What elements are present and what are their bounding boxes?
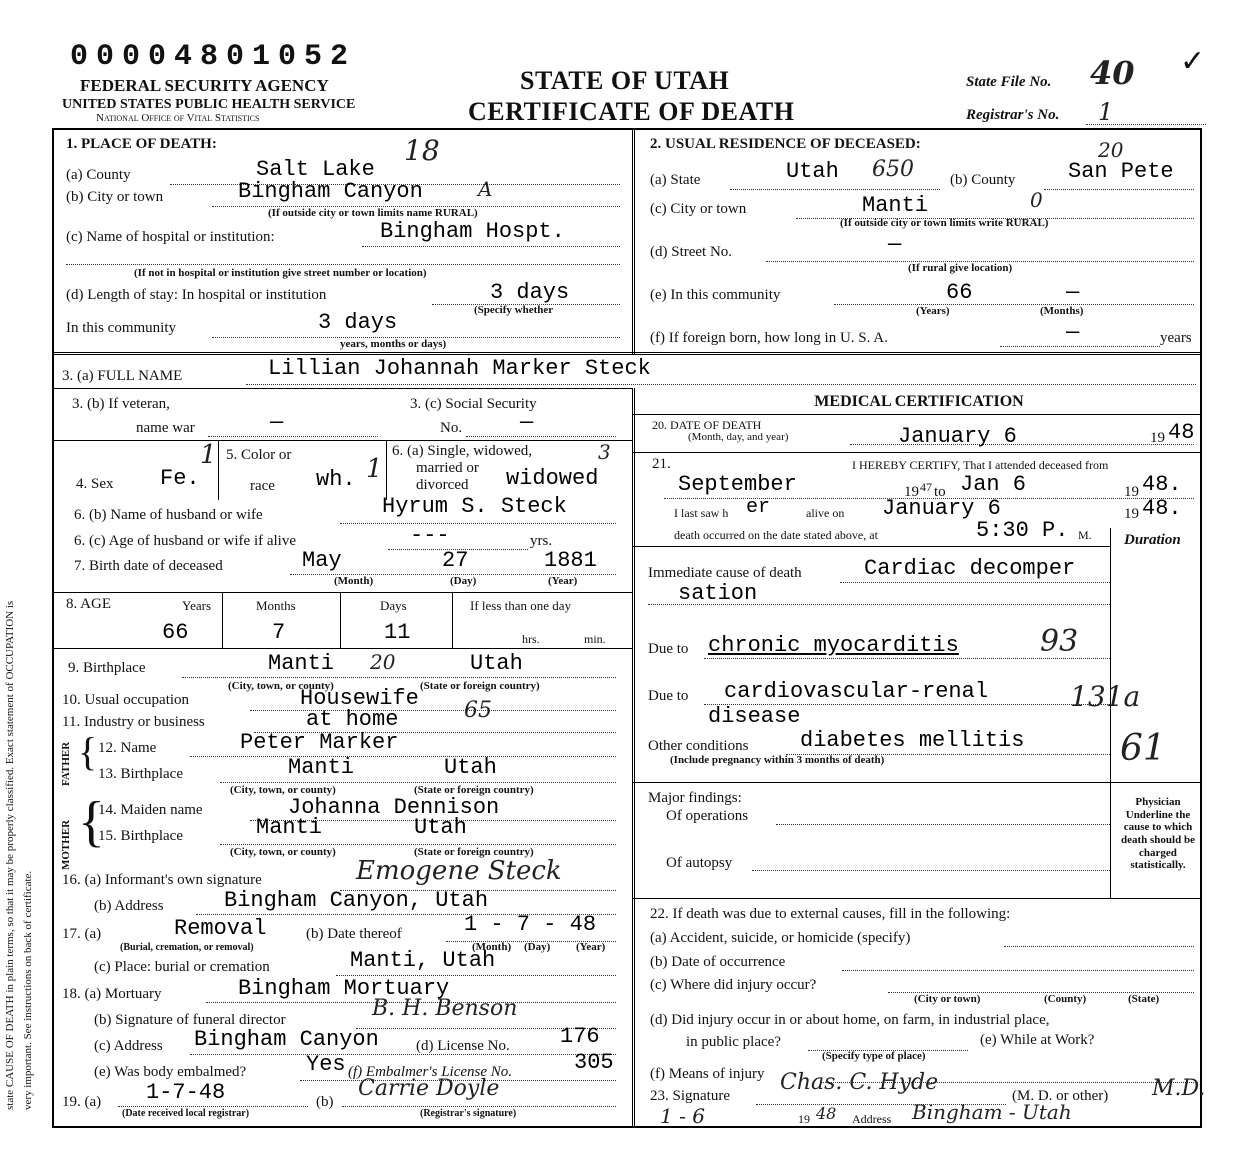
- signature-address-label: Address: [852, 1112, 892, 1126]
- signature-address-value: Bingham - Utah: [912, 1100, 1072, 1124]
- residence-county-label: (b) County: [950, 172, 1016, 188]
- due-to-2-value-2: disease: [708, 704, 801, 729]
- other-conditions-note: (Include pregnancy within 3 months of death): [670, 754, 885, 766]
- informant-address-value: Bingham Canyon, Utah: [224, 888, 489, 913]
- external-e-label: (e) While at Work?: [980, 1032, 1095, 1048]
- embalmer-value: 305: [574, 1050, 614, 1075]
- state-file-label: State File No.: [966, 74, 1052, 90]
- due-to-1-value: chronic myocarditis: [708, 633, 959, 658]
- license-label: (d) License No.: [416, 1038, 510, 1054]
- signature-year-prefix: 19: [798, 1112, 810, 1126]
- residence-state-code: 650: [872, 157, 914, 182]
- registrar-signature: Carrie Doyle: [358, 1076, 500, 1101]
- autopsy-label: Of autopsy: [666, 855, 733, 871]
- embalmer-label: (f) Embalmer's License No.: [348, 1064, 513, 1080]
- residence-county-code: 20: [1098, 138, 1124, 162]
- death-date-sublabel: (Month, day, and year): [688, 431, 789, 443]
- residence-street-label: (d) Street No.: [650, 244, 733, 260]
- place-heading: 1. PLACE OF DEATH:: [66, 136, 217, 152]
- veteran-label: 3. (b) If veteran,: [72, 396, 170, 412]
- mother-name-label: 14. Maiden name: [98, 802, 203, 818]
- age-label: 8. AGE: [66, 596, 111, 612]
- license-value: 176: [560, 1024, 600, 1049]
- age-years-value: 66: [162, 620, 189, 645]
- place-county-value: Salt Lake: [256, 157, 375, 182]
- place-stay-value: 3 days: [490, 280, 570, 305]
- place-city-code: A: [478, 177, 493, 201]
- place-stay-note: (Specify whether: [474, 304, 554, 316]
- birth-label: 7. Birth date of deceased: [74, 558, 223, 574]
- informant-address-label: (b) Address: [94, 898, 164, 914]
- birthplace-code: 20: [370, 650, 396, 674]
- birth-day-note: (Day): [450, 575, 477, 587]
- signature-date: 1 - 6: [660, 1104, 705, 1128]
- spouse-value: Hyrum S. Steck: [382, 494, 567, 519]
- certificate-title: CERTIFICATE OF DEATH: [468, 97, 795, 126]
- check-mark-icon: ✓: [1180, 45, 1206, 78]
- certify-text: I HEREBY CERTIFY, That I attended deceased from: [852, 458, 1109, 472]
- place-city-label: (b) City or town: [66, 189, 164, 205]
- mother-birthplace-state: Utah: [414, 815, 467, 840]
- burial-date-value: 1 - 7 - 48: [464, 912, 597, 937]
- place-hospital-note: (If not in hospital or institution give street number or location): [134, 267, 427, 279]
- residence-street-value: —: [888, 232, 902, 257]
- mortuary-address-value: Bingham Canyon: [194, 1027, 379, 1052]
- other-conditions-value: diabetes mellitis: [800, 728, 1025, 753]
- registrar-value: 1: [1098, 98, 1114, 126]
- burial-place-label: (c) Place: burial or cremation: [94, 959, 270, 975]
- father-side-label: FATHER: [60, 741, 72, 786]
- veteran-war-label: name war: [136, 420, 195, 436]
- external-f-label: (f) Means of injury: [650, 1066, 765, 1082]
- place-stay-label: (d) Length of stay: In hospital or institution: [66, 287, 327, 303]
- father-name-value: Peter Marker: [240, 730, 399, 755]
- industry-value: at home: [306, 707, 399, 732]
- sidebar-instructions: state CAUSE OF DEATH in plain terms, so that it may be properly classified. Exact statement of OCCUPATION is: [4, 600, 16, 1110]
- md-value: M.D.: [1152, 1076, 1206, 1101]
- place-hospital-value: Bingham Hospt.: [380, 219, 565, 244]
- father-name-label: 12. Name: [98, 740, 157, 756]
- service-name: UNITED STATES PUBLIC HEALTH SERVICE: [62, 97, 356, 112]
- informant-signature: Emogene Steck: [356, 856, 562, 886]
- attended-from-year: 47: [920, 480, 932, 494]
- registrar-date-value: 1-7-48: [146, 1080, 226, 1105]
- father-birthplace-state: Utah: [444, 755, 497, 780]
- residence-city-value: Manti: [862, 193, 929, 218]
- serial-number: 00004801052: [70, 40, 357, 74]
- place-community-label: In this community: [66, 320, 176, 336]
- birth-day: 27: [442, 548, 469, 573]
- full-name-value: Lillian Johannah Marker Steck: [268, 356, 651, 381]
- ss-no-label: No.: [440, 420, 463, 436]
- occupation-label: 10. Usual occupation: [62, 692, 190, 708]
- birthplace-state: Utah: [470, 651, 523, 676]
- spouse-label: 6. (b) Name of husband or wife: [74, 507, 263, 523]
- duration-label: Duration: [1124, 532, 1181, 548]
- attended-from-year-prefix: 19: [904, 484, 919, 500]
- last-saw-value: er: [746, 496, 771, 519]
- age-months-value: 7: [272, 620, 286, 645]
- birthplace-state-note: (State or foreign country): [420, 680, 540, 692]
- spouse-age-unit: yrs.: [530, 533, 553, 549]
- spouse-age-value: ---: [410, 523, 450, 548]
- mortuary-label: 18. (a) Mortuary: [62, 986, 162, 1002]
- mother-brace-icon: {: [78, 791, 105, 853]
- birthplace-city: Manti: [268, 651, 335, 676]
- residence-years-note: (Years): [916, 305, 950, 317]
- age-days-label: Days: [380, 598, 407, 613]
- full-name-label: 3. (a) FULL NAME: [62, 368, 183, 384]
- death-date-value: January 6: [898, 424, 1017, 449]
- mother-name-value: Johanna Dennison: [288, 795, 500, 820]
- birth-year-note: (Year): [548, 575, 578, 587]
- burial-year-note: (Year): [576, 941, 606, 953]
- burial-month-note: (Month): [472, 941, 512, 953]
- birth-month: May: [302, 548, 342, 573]
- place-hospital-label: (c) Name of hospital or institution:: [66, 229, 275, 245]
- embalmed-label: (e) Was body embalmed?: [94, 1064, 247, 1080]
- last-saw-label: I last saw h: [674, 506, 729, 520]
- residence-city-code: 0: [1030, 188, 1043, 212]
- office-name: National Office of Vital Statistics: [96, 112, 260, 124]
- residence-foreign-value: —: [1066, 320, 1080, 345]
- burial-label: 17. (a): [62, 926, 102, 942]
- residence-heading: 2. USUAL RESIDENCE OF DECEASED:: [650, 136, 921, 152]
- race-label: race: [250, 478, 275, 494]
- md-label: (M. D. or other): [1012, 1088, 1109, 1104]
- external-c-state-note: (State): [1128, 993, 1160, 1005]
- mother-side-label: MOTHER: [60, 819, 72, 870]
- registrar-label: Registrar's No.: [966, 107, 1060, 123]
- color-value: wh.: [316, 467, 356, 492]
- other-conditions-label: Other conditions: [648, 738, 749, 754]
- residence-community-label: (e) In this community: [650, 287, 781, 303]
- ss-value: —: [520, 410, 534, 435]
- medical-heading: MEDICAL CERTIFICATION: [814, 393, 1024, 410]
- residence-community-months: —: [1066, 280, 1080, 305]
- certify-number: 21.: [652, 456, 671, 472]
- birth-year: 1881: [544, 548, 597, 573]
- external-c-city-note: (City or town): [914, 993, 981, 1005]
- place-county-code: 18: [404, 134, 440, 167]
- attended-to-label: to: [934, 484, 946, 500]
- physician-note: Physician Underline the cause to which death should be charged statistically.: [1121, 796, 1195, 872]
- attended-to-year-prefix: 19: [1124, 484, 1139, 500]
- marital-value: widowed: [506, 466, 599, 491]
- external-c-label: (c) Where did injury occur?: [650, 977, 817, 993]
- age-months-label: Months: [256, 598, 296, 613]
- signature-year: 48: [816, 1104, 837, 1123]
- alive-on-value: January 6: [882, 496, 1001, 521]
- burial-date-label: (b) Date thereof: [306, 926, 402, 942]
- signature-label: 23. Signature: [650, 1088, 730, 1104]
- mortuary-value: Bingham Mortuary: [238, 976, 450, 1001]
- state-title: STATE OF UTAH: [520, 66, 730, 95]
- industry-label: 11. Industry or business: [62, 714, 205, 730]
- external-d-note: (Specify type of place): [822, 1050, 926, 1062]
- immediate-cause-label: Immediate cause of death: [648, 565, 802, 581]
- color-code: 1: [366, 454, 383, 484]
- place-city-note: (If outside city or town limits name RURAL): [268, 207, 478, 219]
- informant-sig-label: 16. (a) Informant's own signature: [62, 872, 262, 888]
- place-city-value: Bingham Canyon: [238, 179, 423, 204]
- age-years-label: Years: [182, 598, 212, 613]
- sex-value: Fe.: [160, 466, 200, 491]
- death-time-label: death occurred on the date stated above, at: [674, 528, 878, 542]
- marital-married-label: married or: [416, 460, 479, 476]
- sex-label: 4. Sex: [76, 476, 114, 492]
- mother-birthplace-label: 15. Birthplace: [98, 828, 183, 844]
- operations-label: Of operations: [666, 808, 749, 824]
- death-date-year: 48: [1168, 420, 1195, 445]
- registrar-date-label: 19. (a): [62, 1094, 102, 1110]
- death-time-value: 5:30 P.: [976, 518, 1069, 543]
- place-county-label: (a) County: [66, 167, 131, 183]
- place-community-value: 3 days: [318, 310, 398, 335]
- attended-to-year: 48.: [1142, 472, 1182, 497]
- residence-foreign-unit: years: [1160, 330, 1192, 346]
- burial-note: (Burial, cremation, or removal): [120, 942, 254, 953]
- occupation-value: Housewife: [300, 686, 419, 711]
- birthplace-label: 9. Birthplace: [68, 660, 146, 676]
- death-date-year-prefix: 19: [1150, 430, 1165, 446]
- physician-signature: Chas. C. Hyde: [780, 1070, 939, 1095]
- due-to-2-value: cardiovascular-renal: [724, 679, 989, 704]
- age-min-label: min.: [584, 632, 606, 646]
- residence-months-note: (Months): [1040, 305, 1084, 317]
- external-d-label: (d) Did injury occur in or about home, on farm, in industrial place,: [650, 1012, 1050, 1028]
- father-birthplace-label: 13. Birthplace: [98, 766, 183, 782]
- registrar-sig-note: (Registrar's signature): [420, 1108, 517, 1119]
- residence-community-years: 66: [946, 280, 973, 305]
- attended-from-date: September: [678, 472, 797, 497]
- alive-year-prefix: 19: [1124, 506, 1139, 522]
- veteran-value: —: [270, 410, 284, 435]
- age-hrs-label: hrs.: [522, 632, 540, 646]
- external-b-label: (b) Date of occurrence: [650, 954, 786, 970]
- mother-birthplace-city: Manti: [256, 815, 323, 840]
- major-findings-label: Major findings:: [648, 790, 742, 806]
- embalmed-value: Yes: [306, 1052, 346, 1077]
- mother-city-note: (City, town, or county): [230, 846, 336, 858]
- residence-state-value: Utah: [786, 159, 839, 184]
- father-birthplace-city: Manti: [288, 755, 355, 780]
- mortuary-address-label: (c) Address: [94, 1038, 163, 1054]
- other-conditions-code: 61: [1120, 728, 1166, 769]
- due-to-2-label: Due to: [648, 688, 689, 704]
- registrar-sig-label: (b): [316, 1094, 334, 1110]
- death-time-unit: M.: [1078, 528, 1092, 542]
- burial-day-note: (Day): [524, 941, 551, 953]
- father-state-note: (State or foreign country): [414, 784, 534, 796]
- alive-on-label: alive on: [806, 506, 845, 520]
- agency-name: FEDERAL SECURITY AGENCY: [80, 76, 329, 95]
- age-less-label: If less than one day: [470, 598, 572, 613]
- residence-city-note: (If outside city or town limits write RURAL): [840, 217, 1049, 229]
- immediate-cause-value: Cardiac decomper: [864, 556, 1076, 581]
- attended-to-date: Jan 6: [960, 472, 1027, 497]
- residence-county-value: San Pete: [1068, 159, 1174, 184]
- occupation-code: 65: [464, 698, 492, 723]
- marital-divorced-label: divorced: [416, 477, 469, 493]
- father-brace-icon: {: [78, 729, 98, 774]
- residence-city-label: (c) City or town: [650, 201, 747, 217]
- burial-value: Removal: [174, 916, 267, 941]
- mother-state-note: (State or foreign country): [414, 846, 534, 858]
- funeral-director-label: (b) Signature of funeral director: [94, 1012, 286, 1028]
- father-city-note: (City, town, or county): [230, 784, 336, 796]
- funeral-director-signature: B. H. Benson: [372, 996, 518, 1021]
- due-to-2-code: 131a: [1070, 680, 1141, 713]
- residence-foreign-label: (f) If foreign born, how long in U. S. A.: [650, 330, 888, 346]
- color-label: 5. Color or: [226, 447, 292, 463]
- marital-code: 3: [598, 440, 611, 464]
- immediate-cause-value-2: sation: [678, 581, 758, 606]
- state-file-value: 40: [1090, 54, 1135, 92]
- residence-state-label: (a) State: [650, 172, 701, 188]
- external-d-label-2: in public place?: [686, 1034, 781, 1050]
- place-community-note: years, months or days): [340, 338, 447, 350]
- sex-code: 1: [200, 440, 217, 470]
- external-heading: 22. If death was due to external causes, fill in the following:: [650, 906, 1011, 922]
- registrar-date-note: (Date received local registrar): [122, 1108, 250, 1119]
- alive-year: 48.: [1142, 496, 1182, 521]
- burial-place-value: Manti, Utah: [350, 948, 496, 973]
- external-c-county-note: (County): [1044, 993, 1087, 1005]
- due-to-1-label: Due to: [648, 641, 689, 657]
- residence-street-note: (If rural give location): [908, 262, 1013, 274]
- age-days-value: 11: [384, 620, 411, 645]
- ss-label: 3. (c) Social Security: [410, 396, 537, 412]
- death-date-label: 20. DATE OF DEATH: [652, 418, 762, 432]
- sidebar-instructions-2: very important. See instructions on back of certificate.: [22, 870, 34, 1110]
- marital-label: 6. (a) Single, widowed,: [392, 443, 532, 459]
- birth-month-note: (Month): [334, 575, 374, 587]
- external-a-label: (a) Accident, suicide, or homicide (specify): [650, 930, 911, 946]
- birthplace-city-note: (City, town, or county): [228, 680, 334, 692]
- spouse-age-label: 6. (c) Age of husband or wife if alive: [74, 533, 297, 549]
- due-to-1-code: 93: [1040, 624, 1079, 659]
